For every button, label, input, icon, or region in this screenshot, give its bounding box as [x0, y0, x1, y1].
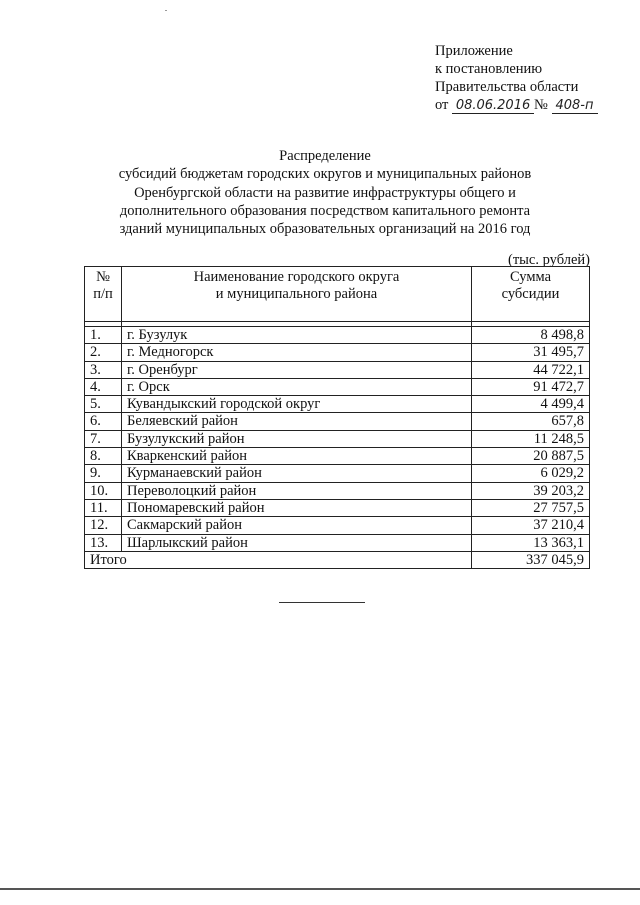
col-header-num: [85, 267, 122, 322]
table-row: [85, 448, 590, 465]
table-row: [85, 413, 590, 430]
table-row: [85, 517, 590, 534]
handwritten-date: 08.06.2016: [452, 99, 534, 114]
cell-num: 10.: [85, 482, 122, 499]
appendix-line-3: Правительства области: [435, 79, 579, 95]
title-line-4: дополнительного образования посредством капитального ремонта: [119, 202, 531, 219]
cell-name: Курманаевский район: [122, 465, 472, 482]
cell-sum: 657,8: [472, 413, 590, 430]
cell-num: 9.: [85, 465, 122, 482]
title-line-5: зданий муниципальных образовательных организаций на 2016 год: [119, 221, 531, 238]
cell-sum: 37 210,4: [472, 517, 590, 534]
table-row: [85, 534, 590, 551]
cell-sum: 44 722,1: [472, 361, 590, 378]
cell-name: Шарлыкский район: [122, 534, 472, 551]
cell-name: Сакмарский район: [122, 517, 472, 534]
cell-num: 2.: [85, 344, 122, 361]
units-label: (тыс. рублей): [508, 252, 590, 268]
scan-speck: [165, 10, 167, 11]
cell-sum: 6 029,2: [472, 465, 590, 482]
page-bottom-edge: [0, 888, 640, 890]
cell-name: Кваркенский район: [122, 448, 472, 465]
col-header-name: [122, 267, 472, 322]
col-header-num-line2: п/п: [93, 286, 113, 302]
col-header-name-line2: и муниципального района: [215, 286, 378, 302]
cell-sum: 39 203,2: [472, 482, 590, 499]
cell-num: 1.: [85, 327, 122, 344]
cell-sum: 27 757,5: [472, 499, 590, 516]
cell-num: 7.: [85, 430, 122, 447]
cell-num: 5.: [85, 396, 122, 413]
col-header-name-line1: Наименование городского округа: [193, 269, 400, 285]
cell-name: Беляевский район: [122, 413, 472, 430]
from-label: от: [435, 97, 449, 113]
cell-sum: 31 495,7: [472, 344, 590, 361]
table-row: [85, 396, 590, 413]
appendix-header: [435, 42, 598, 114]
cell-num: 12.: [85, 517, 122, 534]
cell-num: 6.: [85, 413, 122, 430]
cell-sum: 8 498,8: [472, 327, 590, 344]
total-label: Итого: [85, 551, 472, 568]
cell-sum: 11 248,5: [472, 430, 590, 447]
cell-num: 3.: [85, 361, 122, 378]
col-header-sum-line1: Сумма: [509, 269, 552, 285]
total-row: [85, 551, 590, 568]
cell-name: Переволоцкий район: [122, 482, 472, 499]
appendix-line-1: Приложение: [435, 43, 513, 59]
table-row: [85, 482, 590, 499]
table-row: [85, 378, 590, 395]
cell-sum: 13 363,1: [472, 534, 590, 551]
cell-name: г. Бузулук: [122, 327, 472, 344]
col-header-sum: [472, 267, 590, 322]
table-row: [85, 327, 590, 344]
cell-sum: 20 887,5: [472, 448, 590, 465]
cell-name: г. Орск: [122, 378, 472, 395]
closing-rule: [279, 602, 365, 603]
table-body: [85, 327, 590, 569]
cell-num: 11.: [85, 499, 122, 516]
table-row: [85, 465, 590, 482]
title-line-1: Распределение: [279, 148, 371, 164]
cell-name: Пономаревский район: [122, 499, 472, 516]
cell-name: г. Медногорск: [122, 344, 472, 361]
table-header-row: [85, 267, 590, 322]
handwritten-number: 408-п: [552, 99, 598, 114]
appendix-line-2: к постановлению: [435, 61, 543, 77]
cell-name: Кувандыкский городской округ: [122, 396, 472, 413]
title-line-3: Оренбургской области на развитие инфраструктуры общего и: [134, 184, 516, 201]
appendix-line-4: [435, 96, 598, 114]
total-value: 337 045,9: [472, 551, 590, 568]
cell-num: 4.: [85, 378, 122, 395]
table-row: [85, 344, 590, 361]
number-label: №: [534, 97, 548, 113]
cell-num: 8.: [85, 448, 122, 465]
cell-num: 13.: [85, 534, 122, 551]
cell-name: г. Оренбург: [122, 361, 472, 378]
col-header-num-line1: №: [96, 269, 110, 285]
subsidy-table: [84, 266, 590, 569]
col-header-sum-line2: субсидии: [501, 286, 560, 302]
document-title: [80, 147, 570, 238]
table-row: [85, 430, 590, 447]
cell-name: Бузулукский район: [122, 430, 472, 447]
cell-sum: 4 499,4: [472, 396, 590, 413]
table-row: [85, 499, 590, 516]
cell-sum: 91 472,7: [472, 378, 590, 395]
title-line-2: субсидий бюджетам городских округов и муниципальных районов: [118, 166, 532, 183]
table-row: [85, 361, 590, 378]
